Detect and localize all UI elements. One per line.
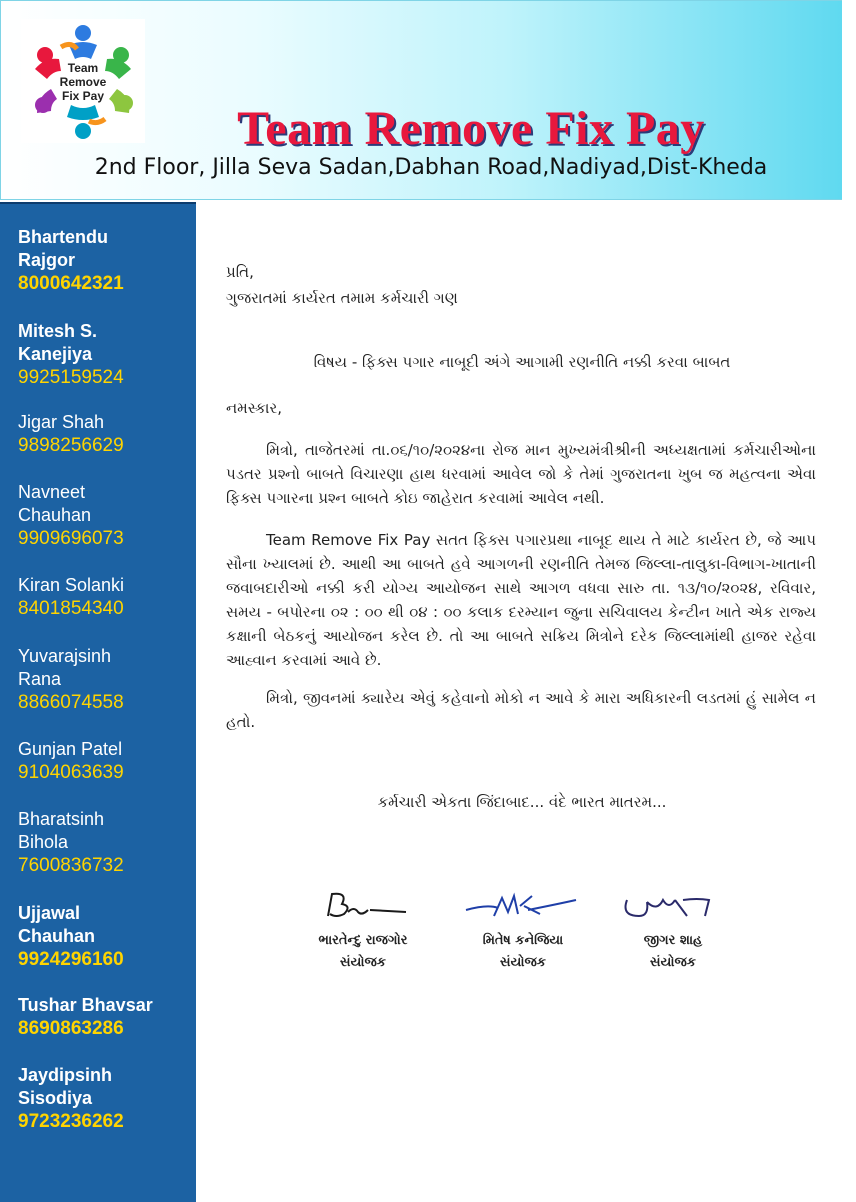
contact-phone: 7600836732 bbox=[18, 855, 124, 876]
page-margin bbox=[842, 0, 856, 1200]
contact-phone: 9898256629 bbox=[18, 435, 124, 456]
letter-subject: વિષય - ફિક્સ પગાર નાબૂદી અંગે આગામી રણનીતિ નક્કી કરવા બાબત bbox=[313, 353, 731, 371]
signatory-name: ભારતેન્દુ રાજગોર bbox=[318, 933, 408, 948]
contact-phone: 9909696073 bbox=[18, 528, 124, 549]
signature-mark bbox=[458, 886, 588, 926]
signature-mark bbox=[308, 886, 418, 926]
paragraph-2: Team Remove Fix Pay સતત ફિક્સ પગારપ્રથા નાબૂદ થાય તે માટે કાર્યરત છે, જે આપ સૌના ખ્યાલમાં છે. આથી આ બાબતે હવે આગળની રણનીતિ તેમજ જિલ્લા-તાલુકા-વિભાગ-ખાતાની જવાબદારીઓ નક્કી કરી યોગ્ય આયોજન સાથે આગળ વધવા સારુ તા. ૧૩/૧૦/૨૦૨૪, રવિવાર, સમય - બપોરના ૦૨ : ૦૦ થી ૦૪ : ૦૦ કલાક દરમ્યાન જુના સચિવાલય કેન્ટીન ખાતે એક રાજ્ય કક્ષાની બેઠકનું આયોજન કરેલ છે. તો આ બાબતે સક્રિય મિત્રોને દરેક જિલ્લામાંથી હાજર રહેવા આહ્વાન કરવામાં આવે છે. bbox=[226, 531, 816, 669]
letter-body bbox=[202, 202, 842, 1200]
contacts-sidebar bbox=[0, 202, 196, 1202]
contact-entry: Navneet Chauhan 9909696073 bbox=[18, 482, 124, 549]
contact-entry: Ujjawal Chauhan 9924296160 bbox=[18, 903, 124, 970]
signature-block bbox=[288, 886, 438, 974]
contact-entry: Mitesh S. Kanejiya 9925159524 bbox=[18, 321, 124, 388]
logo-text: Team Remove Fix Pay bbox=[59, 61, 107, 103]
contact-phone: 8690863286 bbox=[18, 1018, 124, 1039]
contact-entry: Jigar Shah 9898256629 bbox=[18, 412, 124, 456]
contact-phone: 8401854340 bbox=[18, 598, 124, 619]
signature-block bbox=[448, 886, 598, 974]
contact-phone: 9723236262 bbox=[18, 1111, 124, 1132]
recipient-label: પ્રતિ, bbox=[226, 263, 254, 281]
contact-entry: Yuvarajsinh Rana 8866074558 bbox=[18, 646, 124, 713]
contact-entry: Bhartendu Rajgor 8000642321 bbox=[18, 227, 124, 294]
contact-phone: 9104063639 bbox=[18, 762, 124, 783]
recipient-line: ગુજરાતમાં કાર્યરત તમામ કર્મચારી ગણ bbox=[226, 289, 458, 307]
signatory-role: સંયોજક bbox=[340, 955, 386, 970]
letter-greeting: નમસ્કાર, bbox=[226, 399, 282, 417]
contact-entry: Kiran Solanki 8401854340 bbox=[18, 575, 125, 619]
contact-phone: 8000642321 bbox=[18, 273, 124, 294]
brand-title: Team Remove Fix Pay bbox=[237, 102, 705, 155]
signatory-role: સંયોજક bbox=[500, 955, 546, 970]
contact-phone: 8866074558 bbox=[18, 692, 124, 713]
office-address: 2nd Floor, Jilla Seva Sadan,Dabhan Road,Nadiyad,Dist-Kheda bbox=[94, 155, 768, 180]
signatory-role: સંયોજક bbox=[650, 955, 696, 970]
contact-entry: Jaydipsinh Sisodiya 9723236262 bbox=[18, 1065, 124, 1132]
contact-entry: Bharatsinh Bihola 7600836732 bbox=[18, 809, 124, 876]
slogan: કર્મચારી એકતા જિંદાબાદ... વંદે ભારત માતરમ... bbox=[377, 793, 667, 811]
paragraph-3: મિત્રો, જીવનમાં ક્યારેય એવું કહેવાનો મોકો ન આવે કે મારા અધિકારની લડતમાં હું સામેલ ન હતો. bbox=[226, 689, 816, 731]
signatory-name: જીગર શાહ bbox=[643, 933, 703, 948]
signature-block bbox=[598, 886, 748, 974]
contact-entry: Gunjan Patel 9104063639 bbox=[18, 739, 124, 783]
letterhead-header bbox=[0, 0, 844, 200]
signatory-name: મિતેષ કનેજિયા bbox=[482, 933, 564, 948]
team-logo bbox=[21, 19, 145, 143]
paragraph-1: મિત્રો, તાજેતરમાં તા.૦૬/૧૦/૨૦૨૪ના રોજ માન મુખ્યમંત્રીશ્રીની અધ્યક્ષતામાં કર્મચારીઓના પડતર પ્રશ્નો બાબતે વિચારણા હાથ ધરવામાં આવેલ જો કે તેમાં ગુજરાતના ખુબ જ મહત્વના એવા ફિક્સ પગારના પ્રશ્ન બાબતે કોઇ જાહેરાત કરવામાં આવેલ નથી. bbox=[226, 441, 816, 507]
contact-phone: 9925159524 bbox=[18, 367, 124, 388]
contact-entry: Tushar Bhavsar 8690863286 bbox=[18, 995, 153, 1039]
contact-phone: 9924296160 bbox=[18, 949, 124, 970]
signature-mark bbox=[613, 886, 733, 926]
